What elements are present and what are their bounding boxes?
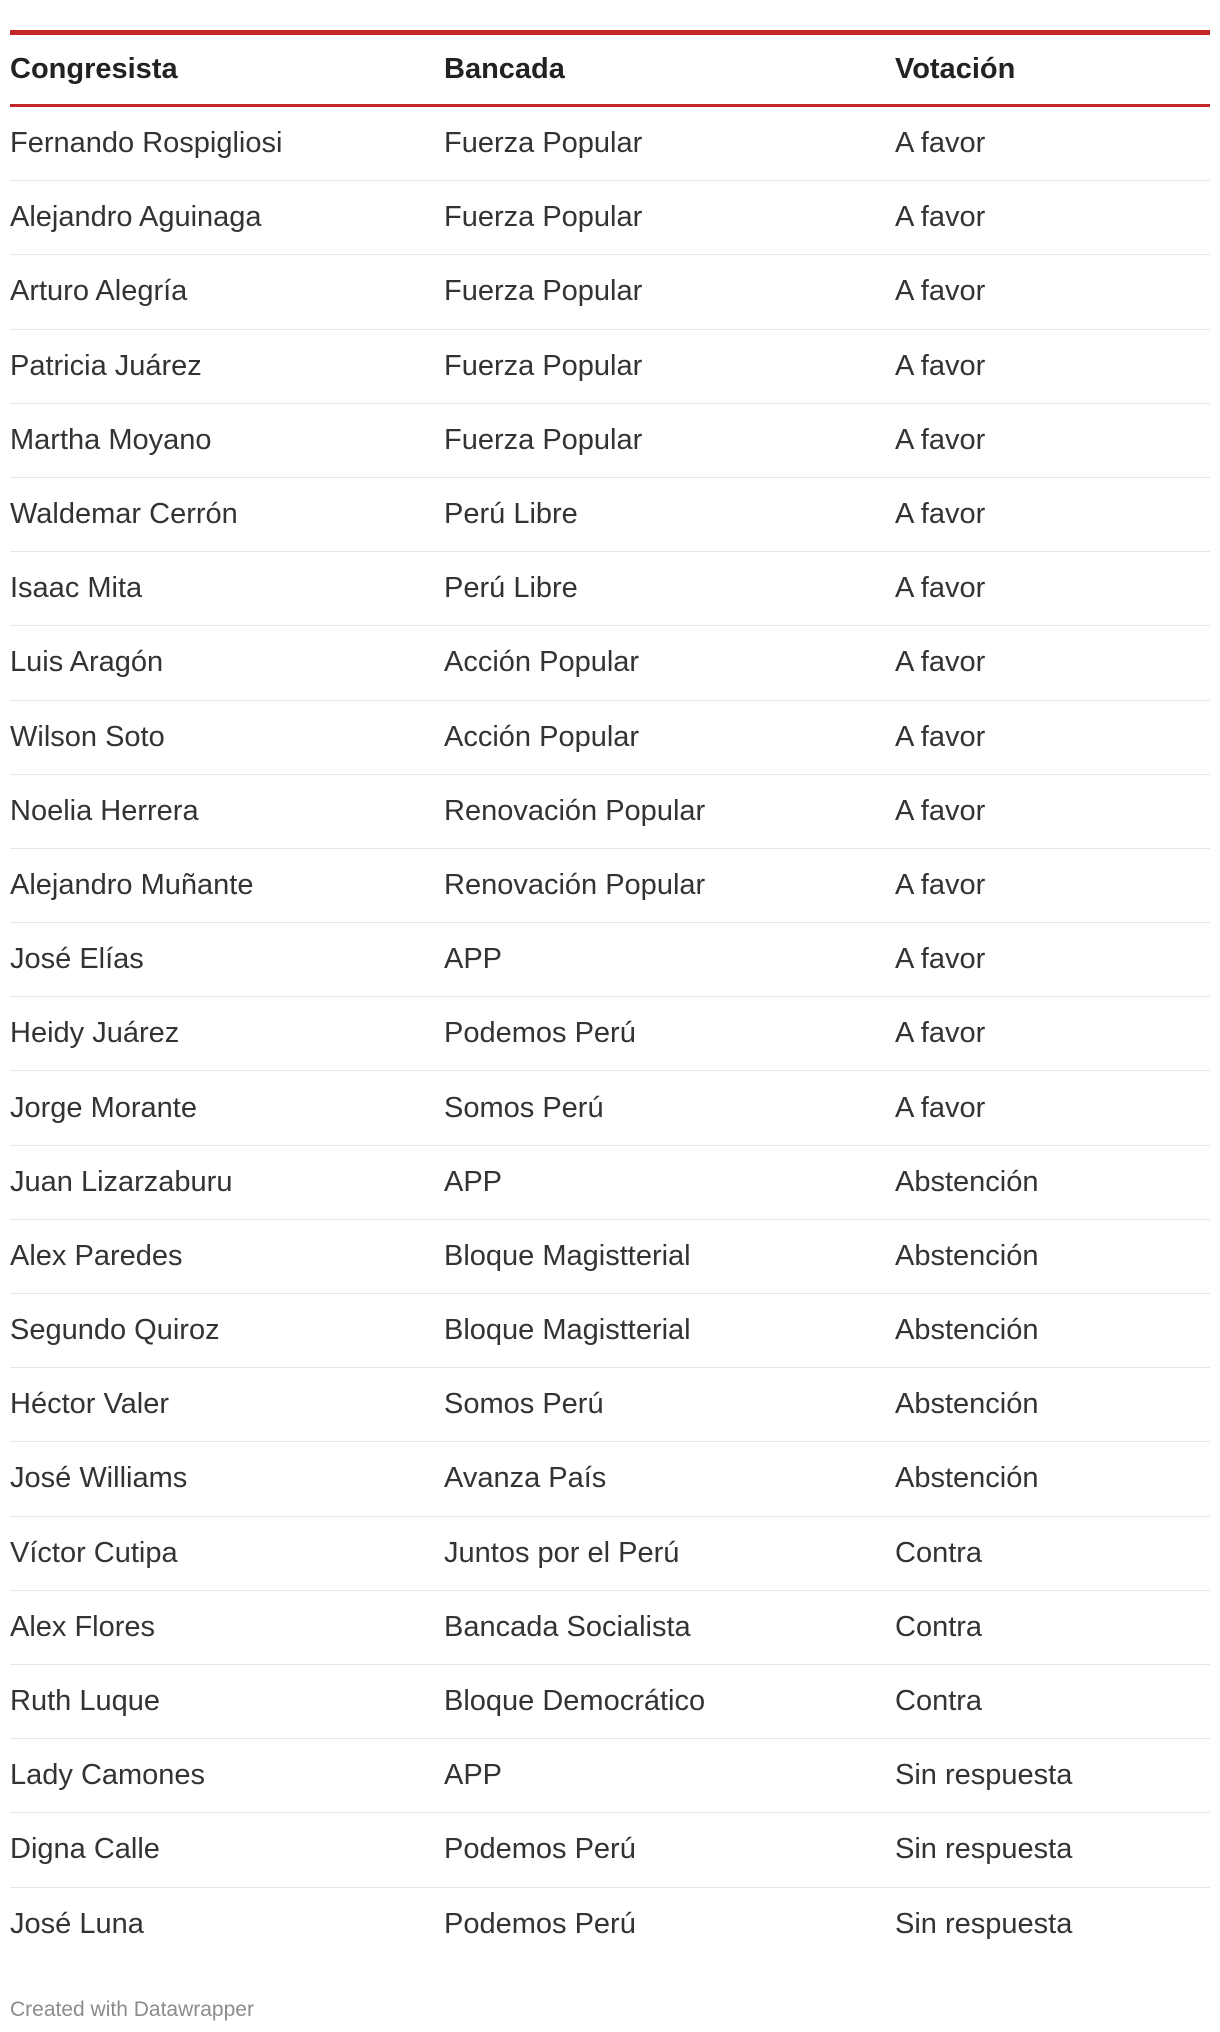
congresista-cell: Digna Calle xyxy=(10,1833,160,1866)
votacion-cell: A favor xyxy=(895,868,986,901)
table-row xyxy=(10,1813,1210,1887)
congresista-cell: Martha Moyano xyxy=(10,423,212,456)
congresista-cell: Luis Aragón xyxy=(10,646,164,679)
table-row xyxy=(10,1071,1210,1145)
congresista-cell: Arturo Alegría xyxy=(10,275,188,308)
table-row xyxy=(10,478,1210,552)
votacion-cell: A favor xyxy=(895,943,986,976)
congresista-cell: Waldemar Cerrón xyxy=(10,498,238,531)
votacion-cell: Contra xyxy=(895,1685,983,1718)
bancada-cell: Podemos Perú xyxy=(444,1017,636,1050)
congresista-cell: Fernando Rospigliosi xyxy=(10,127,283,160)
votacion-cell: A favor xyxy=(895,794,986,827)
vote-table xyxy=(10,30,1210,1962)
bancada-cell: Podemos Perú xyxy=(444,1908,636,1941)
congresista-cell: Patricia Juárez xyxy=(10,349,202,382)
table-row xyxy=(10,1368,1210,1442)
votacion-cell: Sin respuesta xyxy=(895,1833,1073,1866)
bancada-cell: Bancada Socialista xyxy=(444,1610,691,1643)
table-row xyxy=(10,181,1210,255)
bancada-cell: Fuerza Popular xyxy=(444,275,643,308)
bancada-cell: Bloque Magistterial xyxy=(444,1239,691,1272)
votacion-cell: A favor xyxy=(895,349,986,382)
votacion-cell: A favor xyxy=(895,646,986,679)
votacion-cell: Abstención xyxy=(895,1462,1039,1495)
congresista-cell: Alex Paredes xyxy=(10,1239,183,1272)
table-row xyxy=(10,552,1210,626)
congresista-cell: Noelia Herrera xyxy=(10,794,199,827)
bancada-cell: APP xyxy=(444,1759,503,1792)
congresista-cell: Wilson Soto xyxy=(10,720,165,753)
votacion-cell: A favor xyxy=(895,720,986,753)
votacion-cell: A favor xyxy=(895,572,986,605)
table-row xyxy=(10,330,1210,404)
bancada-cell: Somos Perú xyxy=(444,1388,604,1421)
congresista-cell: Ruth Luque xyxy=(10,1685,160,1718)
congresista-cell: Lady Camones xyxy=(10,1759,206,1792)
votacion-cell: Contra xyxy=(895,1536,983,1569)
table-row xyxy=(10,1442,1210,1516)
congresista-cell: Héctor Valer xyxy=(10,1388,170,1421)
table-row xyxy=(10,1220,1210,1294)
congresista-cell: Heidy Juárez xyxy=(10,1017,180,1050)
congresista-cell: Jorge Morante xyxy=(10,1091,197,1124)
bancada-cell: APP xyxy=(444,943,503,976)
table-body xyxy=(10,107,1210,1962)
congresista-cell: Juan Lizarzaburu xyxy=(10,1165,233,1198)
bancada-cell: Podemos Perú xyxy=(444,1833,636,1866)
column-header-congresista[interactable]: Congresista xyxy=(10,53,178,85)
congresista-cell: Alex Flores xyxy=(10,1610,156,1643)
bancada-cell: Fuerza Popular xyxy=(444,127,643,160)
congresista-cell: Víctor Cutipa xyxy=(10,1536,178,1569)
congresista-cell: José Elías xyxy=(10,943,144,976)
table-header-row xyxy=(10,35,1210,107)
votacion-cell: Sin respuesta xyxy=(895,1759,1073,1792)
bancada-cell: Somos Perú xyxy=(444,1091,604,1124)
congresista-cell: José Williams xyxy=(10,1462,188,1495)
datawrapper-credit: Created with Datawrapper xyxy=(10,1998,254,2021)
table-row xyxy=(10,404,1210,478)
bancada-cell: APP xyxy=(444,1165,503,1198)
bancada-cell: Juntos por el Perú xyxy=(444,1536,680,1569)
table-row xyxy=(10,1888,1210,1962)
congresista-cell: Segundo Quiroz xyxy=(10,1314,220,1347)
table-row xyxy=(10,1146,1210,1220)
bancada-cell: Avanza País xyxy=(444,1462,607,1495)
table-row xyxy=(10,1665,1210,1739)
table-row xyxy=(10,626,1210,700)
column-header-bancada[interactable]: Bancada xyxy=(444,53,565,85)
votacion-cell: Abstención xyxy=(895,1388,1039,1421)
table-row xyxy=(10,701,1210,775)
table-row xyxy=(10,997,1210,1071)
table-row xyxy=(10,107,1210,181)
table-row xyxy=(10,1294,1210,1368)
bancada-cell: Bloque Democrático xyxy=(444,1685,706,1718)
congresista-cell: José Luna xyxy=(10,1908,144,1941)
votacion-cell: Abstención xyxy=(895,1314,1039,1347)
bancada-cell: Fuerza Popular xyxy=(444,201,643,234)
votacion-cell: Abstención xyxy=(895,1239,1039,1272)
votacion-cell: A favor xyxy=(895,423,986,456)
bancada-cell: Fuerza Popular xyxy=(444,349,643,382)
votacion-cell: A favor xyxy=(895,1017,986,1050)
votacion-cell: Contra xyxy=(895,1610,983,1643)
table-row xyxy=(10,255,1210,329)
table-row xyxy=(10,849,1210,923)
bancada-cell: Acción Popular xyxy=(444,646,640,679)
table-row xyxy=(10,1517,1210,1591)
congresista-cell: Isaac Mita xyxy=(10,572,143,605)
table-row xyxy=(10,1591,1210,1665)
bancada-cell: Renovación Popular xyxy=(444,868,706,901)
bancada-cell: Perú Libre xyxy=(444,572,578,605)
congresista-cell: Alejandro Muñante xyxy=(10,868,254,901)
votacion-cell: A favor xyxy=(895,201,986,234)
bancada-cell: Renovación Popular xyxy=(444,794,706,827)
votacion-cell: A favor xyxy=(895,1091,986,1124)
votacion-cell: Abstención xyxy=(895,1165,1039,1198)
column-header-votacion[interactable]: Votación xyxy=(895,53,1016,85)
congresista-cell: Alejandro Aguinaga xyxy=(10,201,262,234)
table-row xyxy=(10,1739,1210,1813)
votacion-cell: A favor xyxy=(895,498,986,531)
table-row xyxy=(10,923,1210,997)
bancada-cell: Fuerza Popular xyxy=(444,423,643,456)
votacion-cell: A favor xyxy=(895,275,986,308)
votacion-cell: Sin respuesta xyxy=(895,1908,1073,1941)
table-row xyxy=(10,775,1210,849)
votacion-cell: A favor xyxy=(895,127,986,160)
bancada-cell: Perú Libre xyxy=(444,498,578,531)
bancada-cell: Acción Popular xyxy=(444,720,640,753)
bancada-cell: Bloque Magistterial xyxy=(444,1314,691,1347)
